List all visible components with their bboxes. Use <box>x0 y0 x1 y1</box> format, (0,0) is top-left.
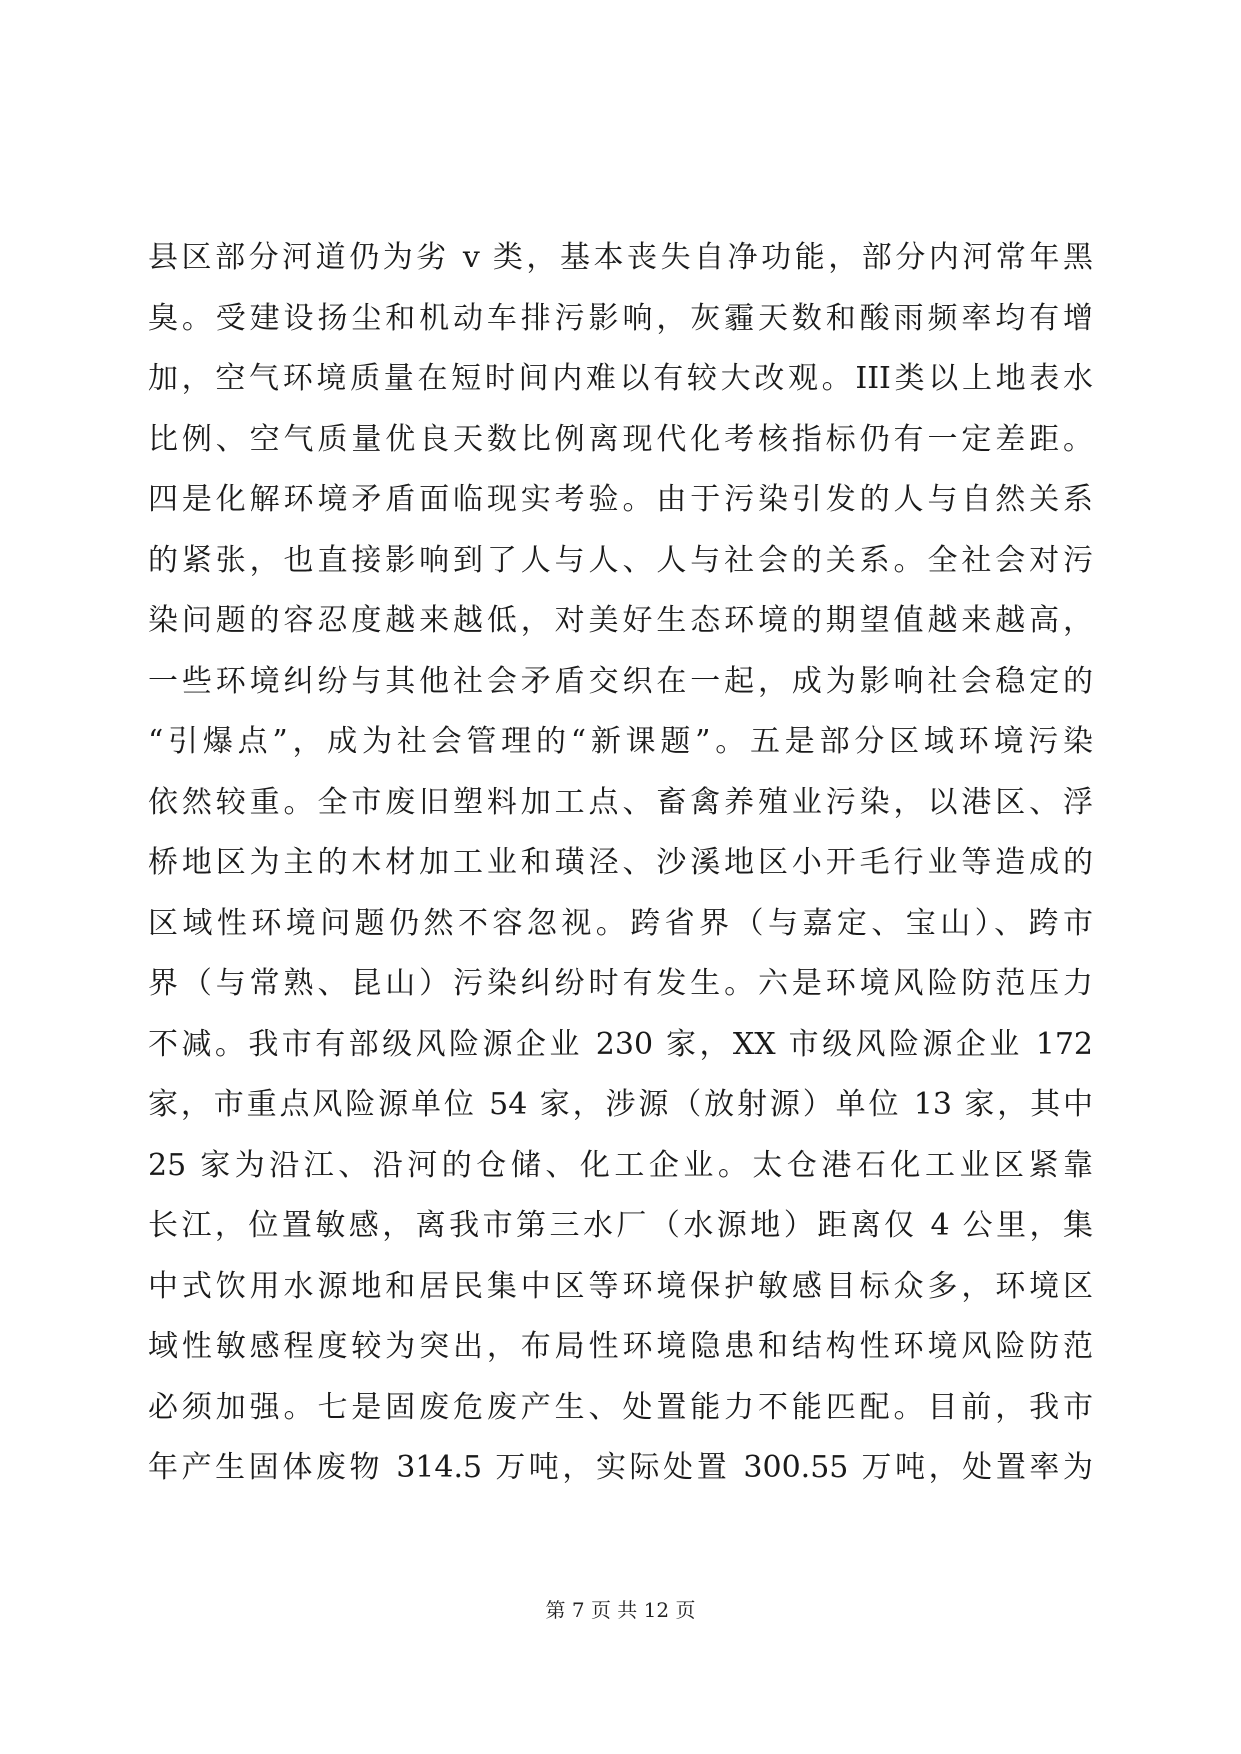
text-line: 中式饮用水源地和居民集中区等环境保护敏感目标众多，环境区 <box>148 1268 1093 1304</box>
text-line: 不减。我市有部级风险源企业 230 家，XX 市级风险源企业 172 <box>148 1026 1093 1062</box>
text-line: 年产生固体废物 314.5 万吨，实际处置 300.55 万吨，处置率为 <box>148 1450 1093 1485</box>
body-text <box>148 228 1093 1499</box>
text-line: 的紧张，也直接影响到了人与人、人与社会的关系。全社会对污 <box>148 542 1093 578</box>
text-line: 臭。受建设扬尘和机动车排污影响，灰霾天数和酸雨频率均有增 <box>148 300 1093 336</box>
text-line: 域性敏感程度较为突出，布局性环境隐患和结构性环境风险防范 <box>148 1329 1093 1364</box>
text-line: 依然较重。全市废旧塑料加工点、畜禽养殖业污染，以港区、浮 <box>148 784 1093 820</box>
text-line: 县区部分河道仍为劣 v 类，基本丧失自净功能，部分内河常年黑 <box>148 240 1093 275</box>
page-number-label: 第 7 页 共 12 页 <box>545 1598 696 1622</box>
text-line: 25 家为沿江、沿河的仓储、化工企业。太仓港石化工业区紧靠 <box>148 1147 1093 1183</box>
text-line: 桥地区为主的木材加工业和璜泾、沙溪地区小开毛行业等造成的 <box>148 845 1093 880</box>
text-line: 必须加强。七是固废危废产生、处置能力不能匹配。目前，我市 <box>148 1389 1093 1425</box>
text-line: 染问题的容忍度越来越低，对美好生态环境的期望值越来越高， <box>148 603 1093 638</box>
text-line: 家，市重点风险源单位 54 家，涉源（放射源）单位 13 家，其中 <box>148 1087 1093 1122</box>
page-footer <box>0 1596 1241 1624</box>
text-line: “引爆点”，成为社会管理的“新课题”。五是部分区域环境污染 <box>148 724 1093 759</box>
text-line: 比例、空气质量优良天数比例离现代化考核指标仍有一定差距。 <box>148 421 1093 457</box>
text-line: 四是化解环境矛盾面临现实考验。由于污染引发的人与自然关系 <box>148 482 1093 517</box>
text-line: 区域性环境问题仍然不容忽视。跨省界（与嘉定、宝山）、跨市 <box>148 905 1093 941</box>
text-line: 一些环境纠纷与其他社会矛盾交织在一起，成为影响社会稳定的 <box>148 663 1093 699</box>
text-line: 界（与常熟、昆山）污染纠纷时有发生。六是环境风险防范压力 <box>148 966 1093 1001</box>
text-line: 加，空气环境质量在短时间内难以有较大改观。III类以上地表水 <box>148 361 1093 396</box>
text-line: 长江，位置敏感，离我市第三水厂（水源地）距离仅 4 公里，集 <box>148 1208 1093 1243</box>
